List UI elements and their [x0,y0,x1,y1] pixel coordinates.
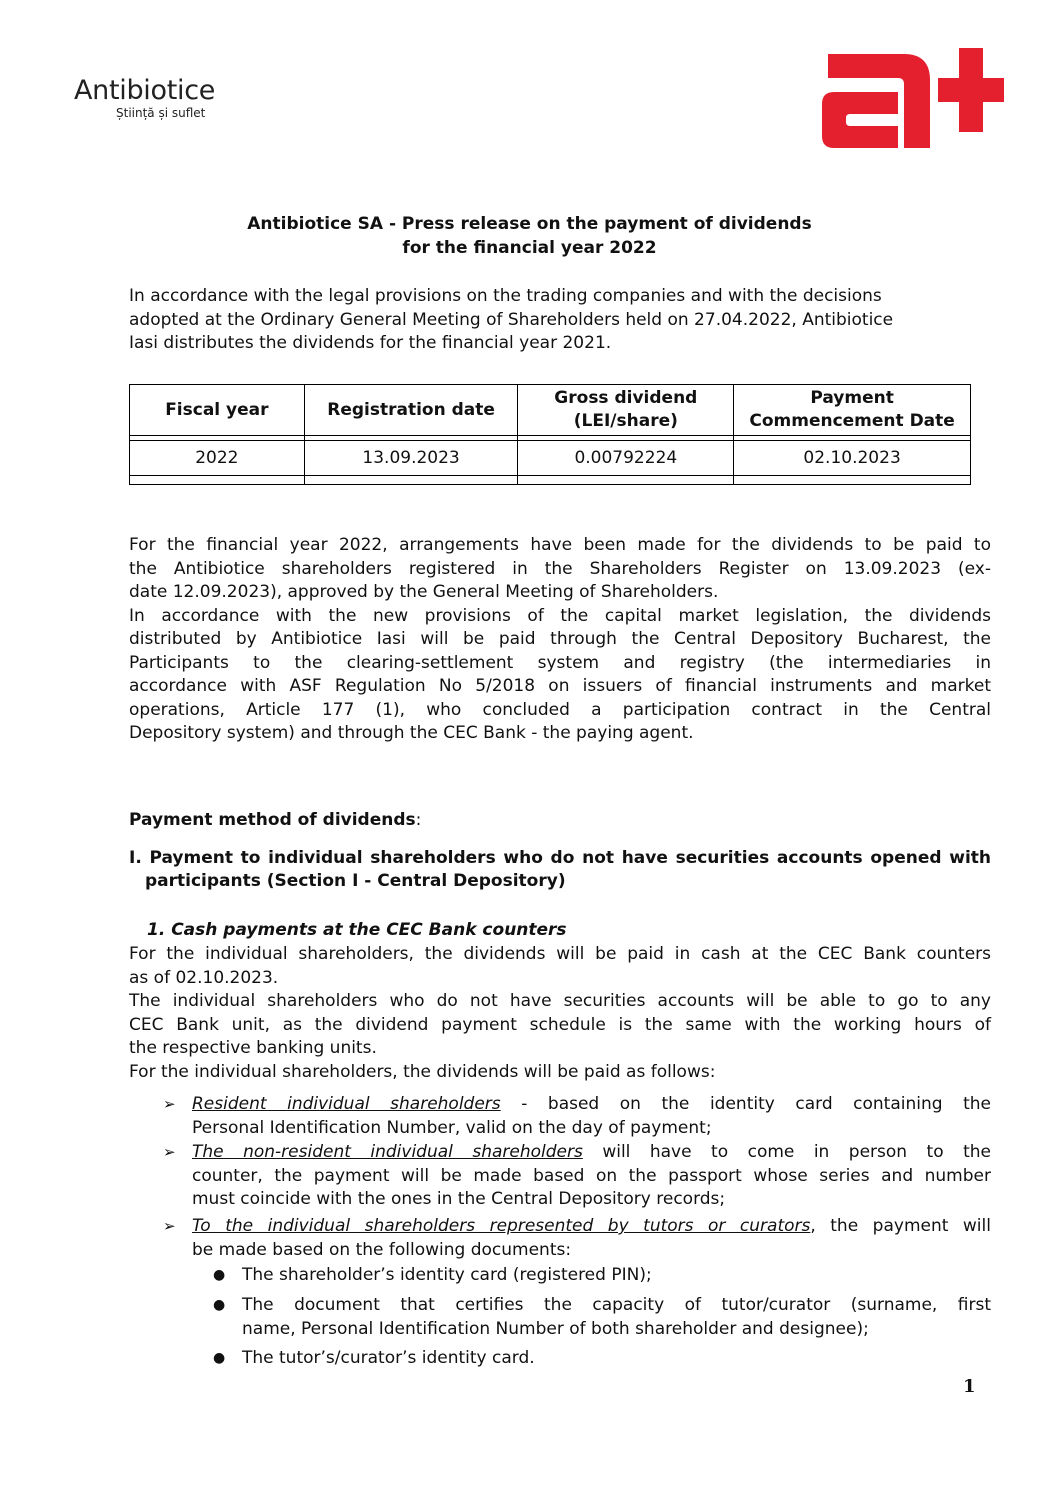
payment-method-colon: : [415,810,422,830]
sub-list-item [242,1294,991,1341]
payment-method-heading [129,809,991,833]
page-number: 1 [963,1376,976,1397]
body-line: CEC Bank unit, as the dividend payment schedule is the same with the working hours of [129,1014,991,1035]
intro-line: adopted at the Ordinary General Meeting of Shareholders held on 27.04.2022, Antibiotice [129,309,894,330]
sub-list-item: The shareholder’s identity card (registered PIN); [242,1265,652,1285]
arrow-bullet-icon: ➢ [163,1143,176,1161]
header-gross-dividend-line: Gross dividend [554,388,698,408]
cell-payment-date: 02.10.2023 [734,441,971,476]
a-plus-logo-icon [818,44,1004,154]
cell-registration-date: 13.09.2023 [304,441,518,476]
list-item [192,1215,991,1262]
header-payment-date [734,385,971,436]
body-line: as of 02.10.2023. [129,967,279,988]
list-item-emphasis: Resident individual shareholders [192,1094,501,1114]
list-item [192,1093,991,1140]
list-item-emphasis: To the individual shareholders represented by tutors or curators [192,1216,811,1236]
header-registration-date: Registration date [304,385,518,436]
sub-list-line: The document that certifies the capacity of tutor/curator (surname, first [242,1295,991,1315]
sub-list-line: name, Personal Identification Number of both shareholder and designee); [242,1318,869,1339]
intro-line: In accordance with the legal provisions on the trading companies and with the decisions [129,286,882,306]
body-line: date 12.09.2023), approved by the General Meeting of Shareholders. [129,582,719,602]
body-line: For the individual shareholders, the dividends will be paid as follows: [129,1061,716,1082]
page-title [0,212,1059,260]
section-1-heading-line-2: participants (Section I - Central Depository) [145,871,566,891]
section-1-heading-line-1: I. Payment to individual shareholders who do not have securities accounts opened with [129,848,991,868]
table-header-row [130,385,971,436]
cell-fiscal-year: 2022 [130,441,305,476]
payment-method-title: Payment method of dividends [129,810,416,830]
list-item [192,1141,991,1212]
list-item-line: be made based on the following documents: [192,1239,572,1260]
body-line: distributed by Antibiotice Iasi will be paid through the Central Depository Bucharest, the [129,629,991,649]
subsection-1-title: 1. Cash payments at the CEC Bank counters [147,920,567,940]
bullet-icon: ● [213,1267,226,1283]
subsection-1-text [129,943,991,1084]
body-line: the Antibiotice shareholders registered in the Shareholders Register on 13.09.2023 (ex- [129,558,991,579]
table-spacer-row [130,476,971,485]
title-line-1: Antibiotice SA - Press release on the payment of dividends [247,214,812,234]
body-line: accordance with ASF Regulation No 5/2018 on issuers of financial instruments and market [129,676,991,696]
intro-line: Iasi distributes the dividends for the financial year 2021. [129,333,612,353]
body-line: In accordance with the new provisions of the capital market legislation, the dividends [129,605,991,626]
body-line: operations, Article 177 (1), who concluded a participation contract in the Central [129,699,991,720]
body-line: Participants to the clearing-settlement system and registry (the intermediaries in [129,652,991,673]
list-item-line [192,1215,991,1239]
header-gross-dividend [518,385,734,436]
title-line-2: for the financial year 2022 [402,238,657,258]
table-row [130,441,971,476]
body-line: Depository system) and through the CEC Bank - the paying agent. [129,723,694,743]
header-gross-dividend-line: (LEI/share) [573,411,678,431]
list-item-line [192,1093,991,1117]
header-payment-line: Commencement Date [749,411,955,431]
header-fiscal-year: Fiscal year [130,385,305,436]
list-item-line: Personal Identification Number, valid on the day of payment; [192,1117,712,1138]
company-tagline: Știință și suflet [116,106,206,120]
body-line: For the financial year 2022, arrangements have been made for the dividends to be paid to [129,535,991,555]
cell-gross-dividend: 0.00792224 [518,441,734,476]
subsection-1-heading [147,919,567,943]
list-item-line [192,1141,991,1165]
dividend-table [129,384,971,485]
list-item-line: must coincide with the ones in the Central Depository records; [192,1189,726,1209]
arrow-bullet-icon: ➢ [163,1095,176,1113]
bullet-icon: ● [213,1350,226,1366]
arrow-bullet-icon: ➢ [163,1217,176,1235]
bullet-icon: ● [213,1297,226,1313]
body-line: the respective banking units. [129,1038,377,1058]
list-item-emphasis: The non-resident individual shareholders [192,1142,583,1162]
body-line: For the individual shareholders, the dividends will be paid in cash at the CEC Bank counters [129,944,991,964]
body-line: The individual shareholders who do not have securities accounts will be able to go to any [129,991,991,1011]
body-paragraph-1 [129,534,991,746]
list-item-text: , the payment will [810,1216,991,1236]
company-name: Antibiotice [74,75,216,106]
intro-paragraph [129,285,991,356]
sub-list-item: The tutor’s/curator’s identity card. [242,1348,535,1368]
header-payment-line: Payment [810,388,894,408]
list-item-line: counter, the payment will be made based on the passport whose series and number [192,1165,991,1186]
list-item-text: will have to come in person to the [582,1142,991,1162]
company-logo [74,76,215,106]
list-item-text: - based on the identity card containing the [500,1094,992,1114]
